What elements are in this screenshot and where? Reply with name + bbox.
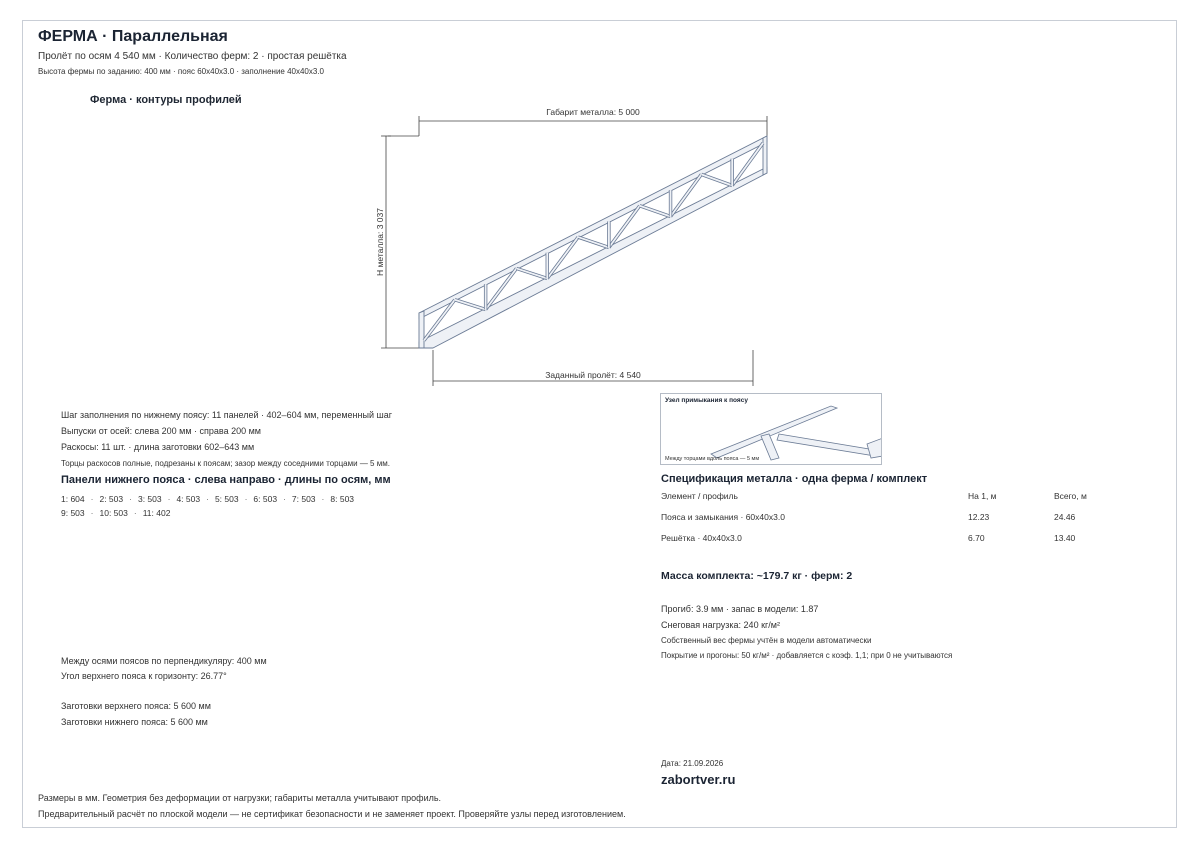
kit-mass: Масса комплекта: ~179.7 кг · ферм: 2 xyxy=(661,570,853,582)
spec-table xyxy=(661,491,1101,554)
panels-list xyxy=(61,492,391,520)
spec-row xyxy=(661,512,1101,533)
dimension-bottom xyxy=(433,350,753,386)
load-roofing: Покрытие и прогоны: 50 кг/м² · добавляется с коэф. 1,1; при 0 не учитываются xyxy=(661,651,953,660)
truss-right-end-post xyxy=(763,136,767,175)
spec-col-element: Элемент / профиль xyxy=(661,491,738,501)
info-line-braces: Раскосы: 11 шт. · длина заготовки 602–643 мм xyxy=(61,442,255,452)
truss-diagonal xyxy=(578,237,609,247)
load-snow: Снеговая нагрузка: 240 кг/м² xyxy=(661,620,780,630)
truss-bottom-chord xyxy=(419,167,767,348)
drawing-title: Ферма · контуры профилей xyxy=(90,94,242,106)
truss-web xyxy=(424,143,763,340)
geom-top-blank: Заготовки верхнего пояса: 5 600 мм xyxy=(61,701,211,711)
panel-item: 2: 503 xyxy=(99,494,124,504)
info-line-offsets: Выпуски от осей: слева 200 мм · справа 200 мм xyxy=(61,426,261,436)
spec-row-name: Решётка · 40x40x3.0 xyxy=(661,533,742,543)
dimension-bottom-label: Заданный пролёт: 4 540 xyxy=(545,370,641,380)
spec-col-per-one: На 1, м xyxy=(968,491,997,501)
geom-chord-distance: Между осями поясов по перпендикуляру: 400 мм xyxy=(61,656,267,666)
info-line-brace-ends: Торцы раскосов полные, подрезаны к поясам; зазор между соседними торцами — 5 мм. xyxy=(61,459,390,468)
panel-separator: · xyxy=(167,494,171,504)
panel-item: 3: 503 xyxy=(137,494,162,504)
geom-bottom-blank: Заготовки нижнего пояса: 5 600 мм xyxy=(61,717,208,727)
spec-header-row xyxy=(661,491,1101,512)
truss-diagonal xyxy=(701,174,732,185)
truss-diagonal xyxy=(640,206,671,217)
panel-item: 10: 503 xyxy=(99,508,128,518)
truss-top-chord xyxy=(419,136,767,319)
dimension-left xyxy=(381,136,419,348)
dimension-top-label: Габарит металла: 5 000 xyxy=(546,107,640,117)
footer-note-dimensions: Размеры в мм. Геометрия без деформации от нагрузки; габариты металла учитывают профиль. xyxy=(38,793,442,803)
spec-row-total: 13.40 xyxy=(1054,533,1076,543)
panel-separator: · xyxy=(129,494,132,504)
panel-separator: · xyxy=(90,494,94,504)
spec-row-name: Пояса и замыкания · 60x40x3.0 xyxy=(661,512,785,522)
truss-diagonal xyxy=(516,268,547,278)
panel-separator: · xyxy=(321,494,325,504)
panel-item: 6: 503 xyxy=(253,494,278,504)
load-self-weight: Собственный вес фермы учтён в модели автоматически xyxy=(661,636,872,645)
geom-top-chord-angle: Угол верхнего пояса к горизонту: 26.77° xyxy=(61,671,227,681)
truss-left-end-post xyxy=(419,311,424,348)
node-detail-title: Узел примыкания к поясу xyxy=(665,397,748,404)
dimension-left-label: H металла: 3 037 xyxy=(375,208,385,276)
panel-item: 8: 503 xyxy=(330,494,355,504)
spec-col-total: Всего, м xyxy=(1054,491,1087,501)
info-line-panel-step: Шаг заполнения по нижнему поясу: 11 панелей · 402–604 мм, переменный шаг xyxy=(61,410,392,420)
load-deflection: Прогиб: 3.9 мм · запас в модели: 1.87 xyxy=(661,604,819,614)
panels-title: Панели нижнего пояса · слева направо · длины по осям, мм xyxy=(61,474,391,486)
page-subtitle: Пролёт по осям 4 540 мм · Количество ферм: 2 · простая решётка xyxy=(38,51,347,62)
panel-item: 4: 503 xyxy=(176,494,201,504)
panel-separator: · xyxy=(133,508,137,518)
panel-item: 1: 604 xyxy=(61,494,85,504)
spec-row-one: 12.23 xyxy=(968,512,990,522)
panel-item: 9: 503 xyxy=(61,508,85,518)
panel-separator: · xyxy=(206,494,209,504)
panel-item: 5: 503 xyxy=(214,494,239,504)
footer-note-disclaimer: Предварительный расчёт по плоской модели — не сертификат безопасности и не заменяет проект. Проверяйте узлы перед изготовлением. xyxy=(38,809,626,819)
panel-separator: · xyxy=(244,494,248,504)
panel-item: 7: 503 xyxy=(291,494,316,504)
panel-separator: · xyxy=(90,508,94,518)
spec-row-one: 6.70 xyxy=(968,533,985,543)
panel-item: 11: 402 xyxy=(142,508,171,518)
dimension-top xyxy=(388,116,767,136)
doc-date: Дата: 21.09.2026 xyxy=(661,759,724,768)
node-detail-drawing xyxy=(661,394,882,465)
node-detail-note: Между торцами вдоль пояса — 5 мм xyxy=(665,456,760,462)
page-subtitle-secondary: Высота фермы по заданию: 400 мм · пояс 60x40x3.0 · заполнение 40x40x3.0 xyxy=(38,67,324,76)
spec-title: Спецификация металла · одна ферма / комплект xyxy=(661,473,928,485)
spec-row-total: 24.46 xyxy=(1054,512,1076,522)
panel-separator: · xyxy=(283,494,286,504)
truss-diagonal xyxy=(455,300,486,310)
page-title: ФЕРМА · Параллельная xyxy=(38,28,228,45)
node-detail-inset xyxy=(660,393,882,465)
site-name: zabortver.ru xyxy=(661,772,736,787)
spec-row xyxy=(661,533,1101,554)
